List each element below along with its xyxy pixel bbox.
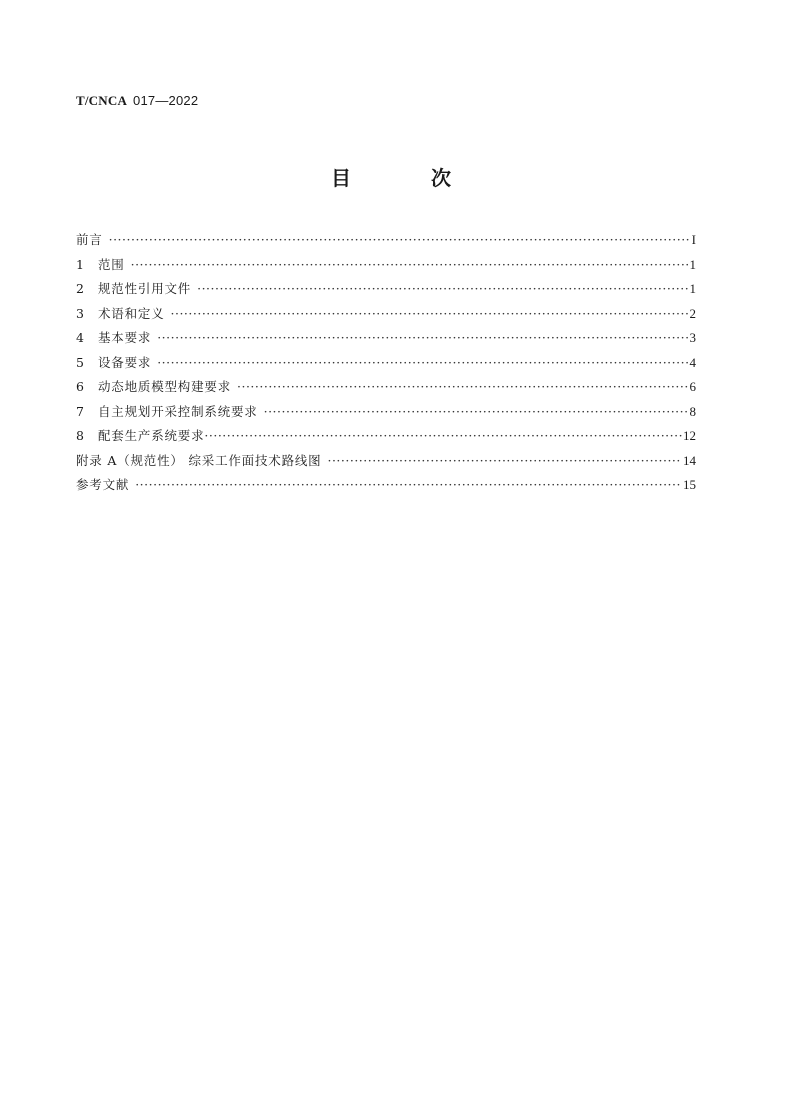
toc-leader-dots	[327, 449, 682, 474]
toc-entry-label: 范围	[98, 256, 125, 272]
toc-leader-dots	[131, 253, 689, 278]
toc-entry-4[interactable]	[76, 326, 696, 351]
toc-entry-number: 3	[76, 305, 84, 321]
toc-entry-page: 6	[689, 379, 696, 394]
toc-leader-dots	[135, 473, 682, 498]
toc-entry-label: 设备要求	[98, 354, 152, 370]
toc-entry-label: 前言	[76, 232, 103, 247]
toc-entry-page: 15	[683, 477, 696, 492]
toc-entry-label: 自主规划开采控制系统要求	[98, 403, 258, 419]
toc-leader-dots	[157, 326, 688, 351]
toc-entry-5[interactable]	[76, 351, 696, 376]
toc-entry-page: 12	[683, 428, 696, 443]
toc-leader-dots	[197, 277, 688, 302]
toc-entry-label: 配套生产系统要求	[98, 428, 205, 443]
toc-leader-dots	[264, 400, 689, 425]
toc-entry-page: 8	[689, 403, 696, 419]
document-code-prefix: T/CNCA	[76, 93, 128, 108]
toc-entry-2[interactable]	[76, 277, 696, 302]
toc-entry-number: 6	[76, 379, 84, 394]
toc-entry-appendix-a[interactable]	[76, 449, 696, 474]
table-of-contents	[76, 228, 696, 498]
toc-leader-dots	[237, 375, 688, 400]
toc-entry-page: 4	[689, 354, 696, 370]
toc-entry-number: 5	[76, 354, 84, 370]
toc-leader-dots	[157, 351, 688, 376]
toc-entry-7[interactable]	[76, 400, 696, 425]
toc-entry-label: 参考文献	[76, 477, 130, 492]
toc-entry-label: 规范性引用文件	[98, 281, 192, 296]
toc-leader-dots	[171, 302, 689, 327]
toc-entry-page: I	[691, 232, 696, 247]
toc-entry-page: 3	[689, 330, 696, 345]
toc-entry-label: 附录 A（规范性） 综采工作面技术路线图	[76, 452, 322, 468]
toc-entry-number: 2	[76, 281, 84, 296]
toc-entry-label: 动态地质模型构建要求	[98, 379, 232, 394]
toc-leader-dots	[109, 228, 691, 253]
document-code	[76, 93, 198, 109]
toc-entry-foreword[interactable]	[76, 228, 696, 253]
toc-leader-dots	[204, 424, 682, 449]
toc-entry-8[interactable]	[76, 424, 696, 449]
toc-entry-number: 7	[76, 403, 84, 419]
toc-entry-references[interactable]	[76, 473, 696, 498]
toc-entry-number: 4	[76, 330, 84, 345]
toc-entry-page: 14	[683, 452, 696, 468]
toc-entry-page: 1	[689, 281, 696, 296]
document-code-number: 017—2022	[133, 93, 199, 108]
toc-entry-6[interactable]	[76, 375, 696, 400]
toc-entry-label: 术语和定义	[98, 305, 165, 321]
toc-title: 目 次	[331, 166, 481, 190]
toc-entry-label: 基本要求	[98, 330, 152, 345]
toc-entry-number: 1	[76, 256, 84, 272]
toc-entry-1[interactable]	[76, 253, 696, 278]
toc-entry-3[interactable]	[76, 302, 696, 327]
toc-entry-number: 8	[76, 428, 84, 443]
toc-entry-page: 1	[689, 256, 696, 272]
toc-entry-page: 2	[689, 305, 696, 321]
